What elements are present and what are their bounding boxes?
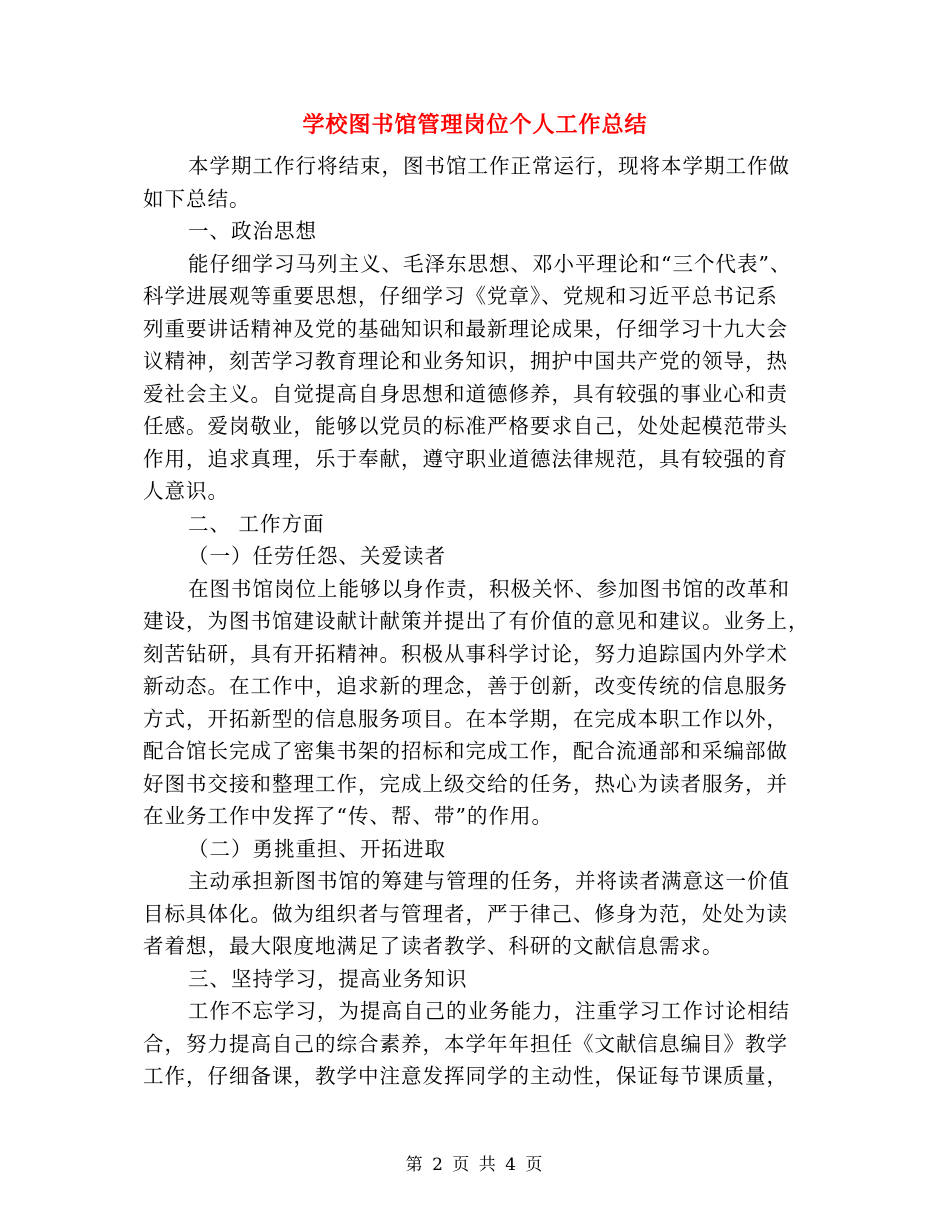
section-heading: 二、 工作方面 <box>188 511 325 536</box>
paragraph-line: 工作不忘学习，为提高自己的业务能力，注重学习工作讨论相结 <box>188 999 790 1023</box>
paragraph-line: 任感。爱岗敬业，能够以党员的标准严格要求自己，处处起模范带头 <box>143 414 788 438</box>
paragraph-line: 如下总结。 <box>143 186 251 211</box>
paragraph-line: 能仔细学习马列主义、毛泽东思想、邓小平理论和“三个代表”、 <box>188 251 792 276</box>
section-heading: 三、坚持学习，提高业务知识 <box>188 966 468 991</box>
document-title: 学校图书馆管理岗位个人工作总结 <box>302 112 648 138</box>
paragraph-line: 建设，为图书馆建设献计献策并提出了有价值的意见和建议。业务上， <box>143 609 810 633</box>
paragraph-line: 合，努力提高自己的综合素养，本学年年担任《文献信息编目》教学 <box>143 1031 788 1056</box>
page-number-footer: 第 2 页 共 4 页 <box>405 1155 545 1175</box>
document-body <box>143 150 808 1093</box>
paragraph-line: 作用，追求真理，乐于奉献，遵守职业道德法律规范，具有较强的育 <box>143 446 788 471</box>
paragraph-line: 配合馆长完成了密集书架的招标和完成工作，配合流通部和采编部做 <box>143 739 788 763</box>
paragraph-line: 刻苦钻研，具有开拓精神。积极从事科学讨论，努力追踪国内外学术 <box>143 641 788 666</box>
paragraph-line: 列重要讲话精神及党的基础知识和最新理论成果，仔细学习十九大会 <box>143 316 788 341</box>
paragraph-line: 议精神，刻苦学习教育理论和业务知识，拥护中国共产党的领导，热 <box>143 349 788 373</box>
paragraph-line: 者着想，最大限度地满足了读者教学、科研的文献信息需求。 <box>143 934 724 958</box>
paragraph-line: 主动承担新图书馆的筹建与管理的任务，并将读者满意这一价值 <box>188 869 790 893</box>
subsection-heading: （二）勇挑重担、开拓进取 <box>188 836 446 861</box>
paragraph-line: 好图书交接和整理工作，完成上级交给的任务，热心为读者服务，并 <box>143 771 788 796</box>
paragraph-line: 目标具体化。做为组织者与管理者，严于律己、修身为范，处处为读 <box>143 901 788 926</box>
section-heading: 一、政治思想 <box>188 219 317 243</box>
paragraph-line: 在图书馆岗位上能够以身作责，积极关怀、参加图书馆的改革和 <box>188 576 790 601</box>
paragraph-line: 爱社会主义。自觉提高自身思想和道德修养，具有较强的事业心和责 <box>143 381 788 406</box>
subsection-heading: （一）任劳任怨、关爱读者 <box>188 544 446 568</box>
paragraph-line: 本学期工作行将结束，图书馆工作正常运行，现将本学期工作做 <box>188 154 790 178</box>
paragraph-line: 人意识。 <box>143 479 229 503</box>
paragraph-line: 科学进展观等重要思想，仔细学习《党章》、党规和习近平总书记系 <box>143 284 778 308</box>
paragraph-line: 新动态。在工作中，追求新的理念，善于创新，改变传统的信息服务 <box>143 674 788 698</box>
paragraph-line: 工作，仔细备课，教学中注意发挥同学的主动性，保证每节课质量， <box>143 1064 788 1088</box>
paragraph-line: 方式，开拓新型的信息服务项目。在本学期，在完成本职工作以外， <box>143 706 788 731</box>
paragraph-line: 在业务工作中发挥了“传、帮、带”的作用。 <box>143 804 553 828</box>
